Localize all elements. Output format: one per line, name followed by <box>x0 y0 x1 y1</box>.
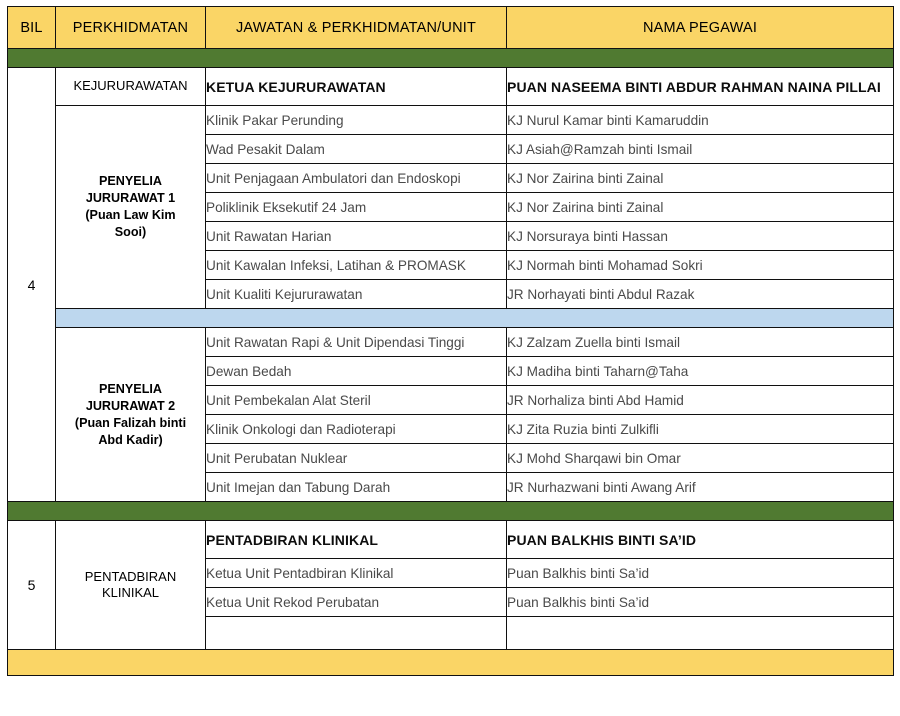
cell-unit: Unit Imejan dan Tabung Darah <box>206 473 507 502</box>
cell-officer: JR Norhaliza binti Abd Hamid <box>507 386 894 415</box>
cell-unit: Dewan Bedah <box>206 357 507 386</box>
cell-unit: Klinik Onkologi dan Radioterapi <box>206 415 507 444</box>
cell-head-officer-4: PUAN NASEEMA BINTI ABDUR RAHMAN NAINA PILLAI <box>507 68 894 106</box>
table-header-row <box>8 7 894 49</box>
cell-officer-empty <box>507 617 894 650</box>
group-separator-band <box>8 309 894 328</box>
supervisor-line: (Puan Falizah binti <box>74 415 187 430</box>
cell-supervisor-2 <box>56 328 206 502</box>
supervisor-line: PENYELIA <box>99 174 162 188</box>
supervisor-line: JURURAWAT 1 <box>85 191 176 205</box>
cell-unit: Unit Rawatan Harian <box>206 222 507 251</box>
section-band-fill <box>8 502 894 521</box>
cell-officer: Puan Balkhis binti Sa’id <box>507 559 894 588</box>
column-header-jawatan: JAWATAN & PERKHIDMATAN/UNIT <box>206 7 507 49</box>
table-row <box>8 328 894 357</box>
cell-officer: JR Norhayati binti Abdul Razak <box>507 280 894 309</box>
table-row <box>8 106 894 135</box>
cell-bil-5: 5 <box>8 521 56 650</box>
supervisor-line: JURURAWAT 2 <box>85 398 176 413</box>
cell-officer: JR Nurhazwani binti Awang Arif <box>507 473 894 502</box>
cell-officer: KJ Madiha binti Taharn@Taha <box>507 357 894 386</box>
cell-unit: Ketua Unit Pentadbiran Klinikal <box>206 559 507 588</box>
group-separator-fill <box>56 309 894 328</box>
footer-band-fill <box>8 650 894 676</box>
service-line: PENTADBIRAN <box>84 568 177 584</box>
cell-unit: Poliklinik Eksekutif 24 Jam <box>206 193 507 222</box>
cell-perkhidmatan-kejururawatan: KEJURURAWATAN <box>56 68 206 106</box>
section-band-green <box>8 502 894 521</box>
cell-unit: Klinik Pakar Perunding <box>206 106 507 135</box>
column-header-nama: NAMA PEGAWAI <box>507 7 894 49</box>
cell-unit: Unit Penjagaan Ambulatori dan Endoskopi <box>206 164 507 193</box>
cell-unit: Unit Rawatan Rapi & Unit Dipendasi Tinggi <box>206 328 507 357</box>
service-line: KLINIKAL <box>101 585 160 600</box>
cell-officer: KJ Asiah@Ramzah binti Ismail <box>507 135 894 164</box>
supervisor-line: Sooi) <box>114 225 147 239</box>
section-band-fill <box>8 49 894 68</box>
table-header <box>8 7 894 49</box>
cell-officer: KJ Norsuraya binti Hassan <box>507 222 894 251</box>
cell-officer: KJ Zita Ruzia binti Zulkifli <box>507 415 894 444</box>
table-row <box>8 68 894 106</box>
cell-officer: KJ Mohd Sharqawi bin Omar <box>507 444 894 473</box>
cell-head-role-4: KETUA KEJURURAWATAN <box>206 68 507 106</box>
cell-officer: KJ Zalzam Zuella binti Ismail <box>507 328 894 357</box>
section-band-green <box>8 49 894 68</box>
supervisor-line: PENYELIA <box>99 381 162 396</box>
cell-officer: KJ Nurul Kamar binti Kamaruddin <box>507 106 894 135</box>
supervisor-line: Abd Kadir) <box>98 432 163 447</box>
footer-band <box>8 650 894 676</box>
cell-unit: Unit Perubatan Nuklear <box>206 444 507 473</box>
cell-perkhidmatan-pentadbiran <box>56 521 206 650</box>
cell-officer: Puan Balkhis binti Sa’id <box>507 588 894 617</box>
table-row <box>8 521 894 559</box>
cell-officer: KJ Nor Zairina binti Zainal <box>507 164 894 193</box>
cell-unit: Ketua Unit Rekod Perubatan <box>206 588 507 617</box>
cell-officer: KJ Nor Zairina binti Zainal <box>507 193 894 222</box>
cell-unit: Wad Pesakit Dalam <box>206 135 507 164</box>
table-body <box>8 49 894 676</box>
cell-supervisor-1 <box>56 106 206 309</box>
officer-assignment-table <box>7 6 894 676</box>
cell-unit: Unit Pembekalan Alat Steril <box>206 386 507 415</box>
cell-head-officer-5: PUAN BALKHIS BINTI SA’ID <box>507 521 894 559</box>
column-header-bil: BIL <box>8 7 56 49</box>
cell-unit-empty <box>206 617 507 650</box>
cell-unit: Unit Kualiti Kejururawatan <box>206 280 507 309</box>
cell-officer: KJ Normah binti Mohamad Sokri <box>507 251 894 280</box>
supervisor-line: (Puan Law Kim <box>85 208 176 222</box>
cell-unit: Unit Kawalan Infeksi, Latihan & PROMASK <box>206 251 507 280</box>
column-header-perkhidmatan: PERKHIDMATAN <box>56 7 206 49</box>
cell-head-role-5: PENTADBIRAN KLINIKAL <box>206 521 507 559</box>
cell-bil-4: 4 <box>8 68 56 502</box>
